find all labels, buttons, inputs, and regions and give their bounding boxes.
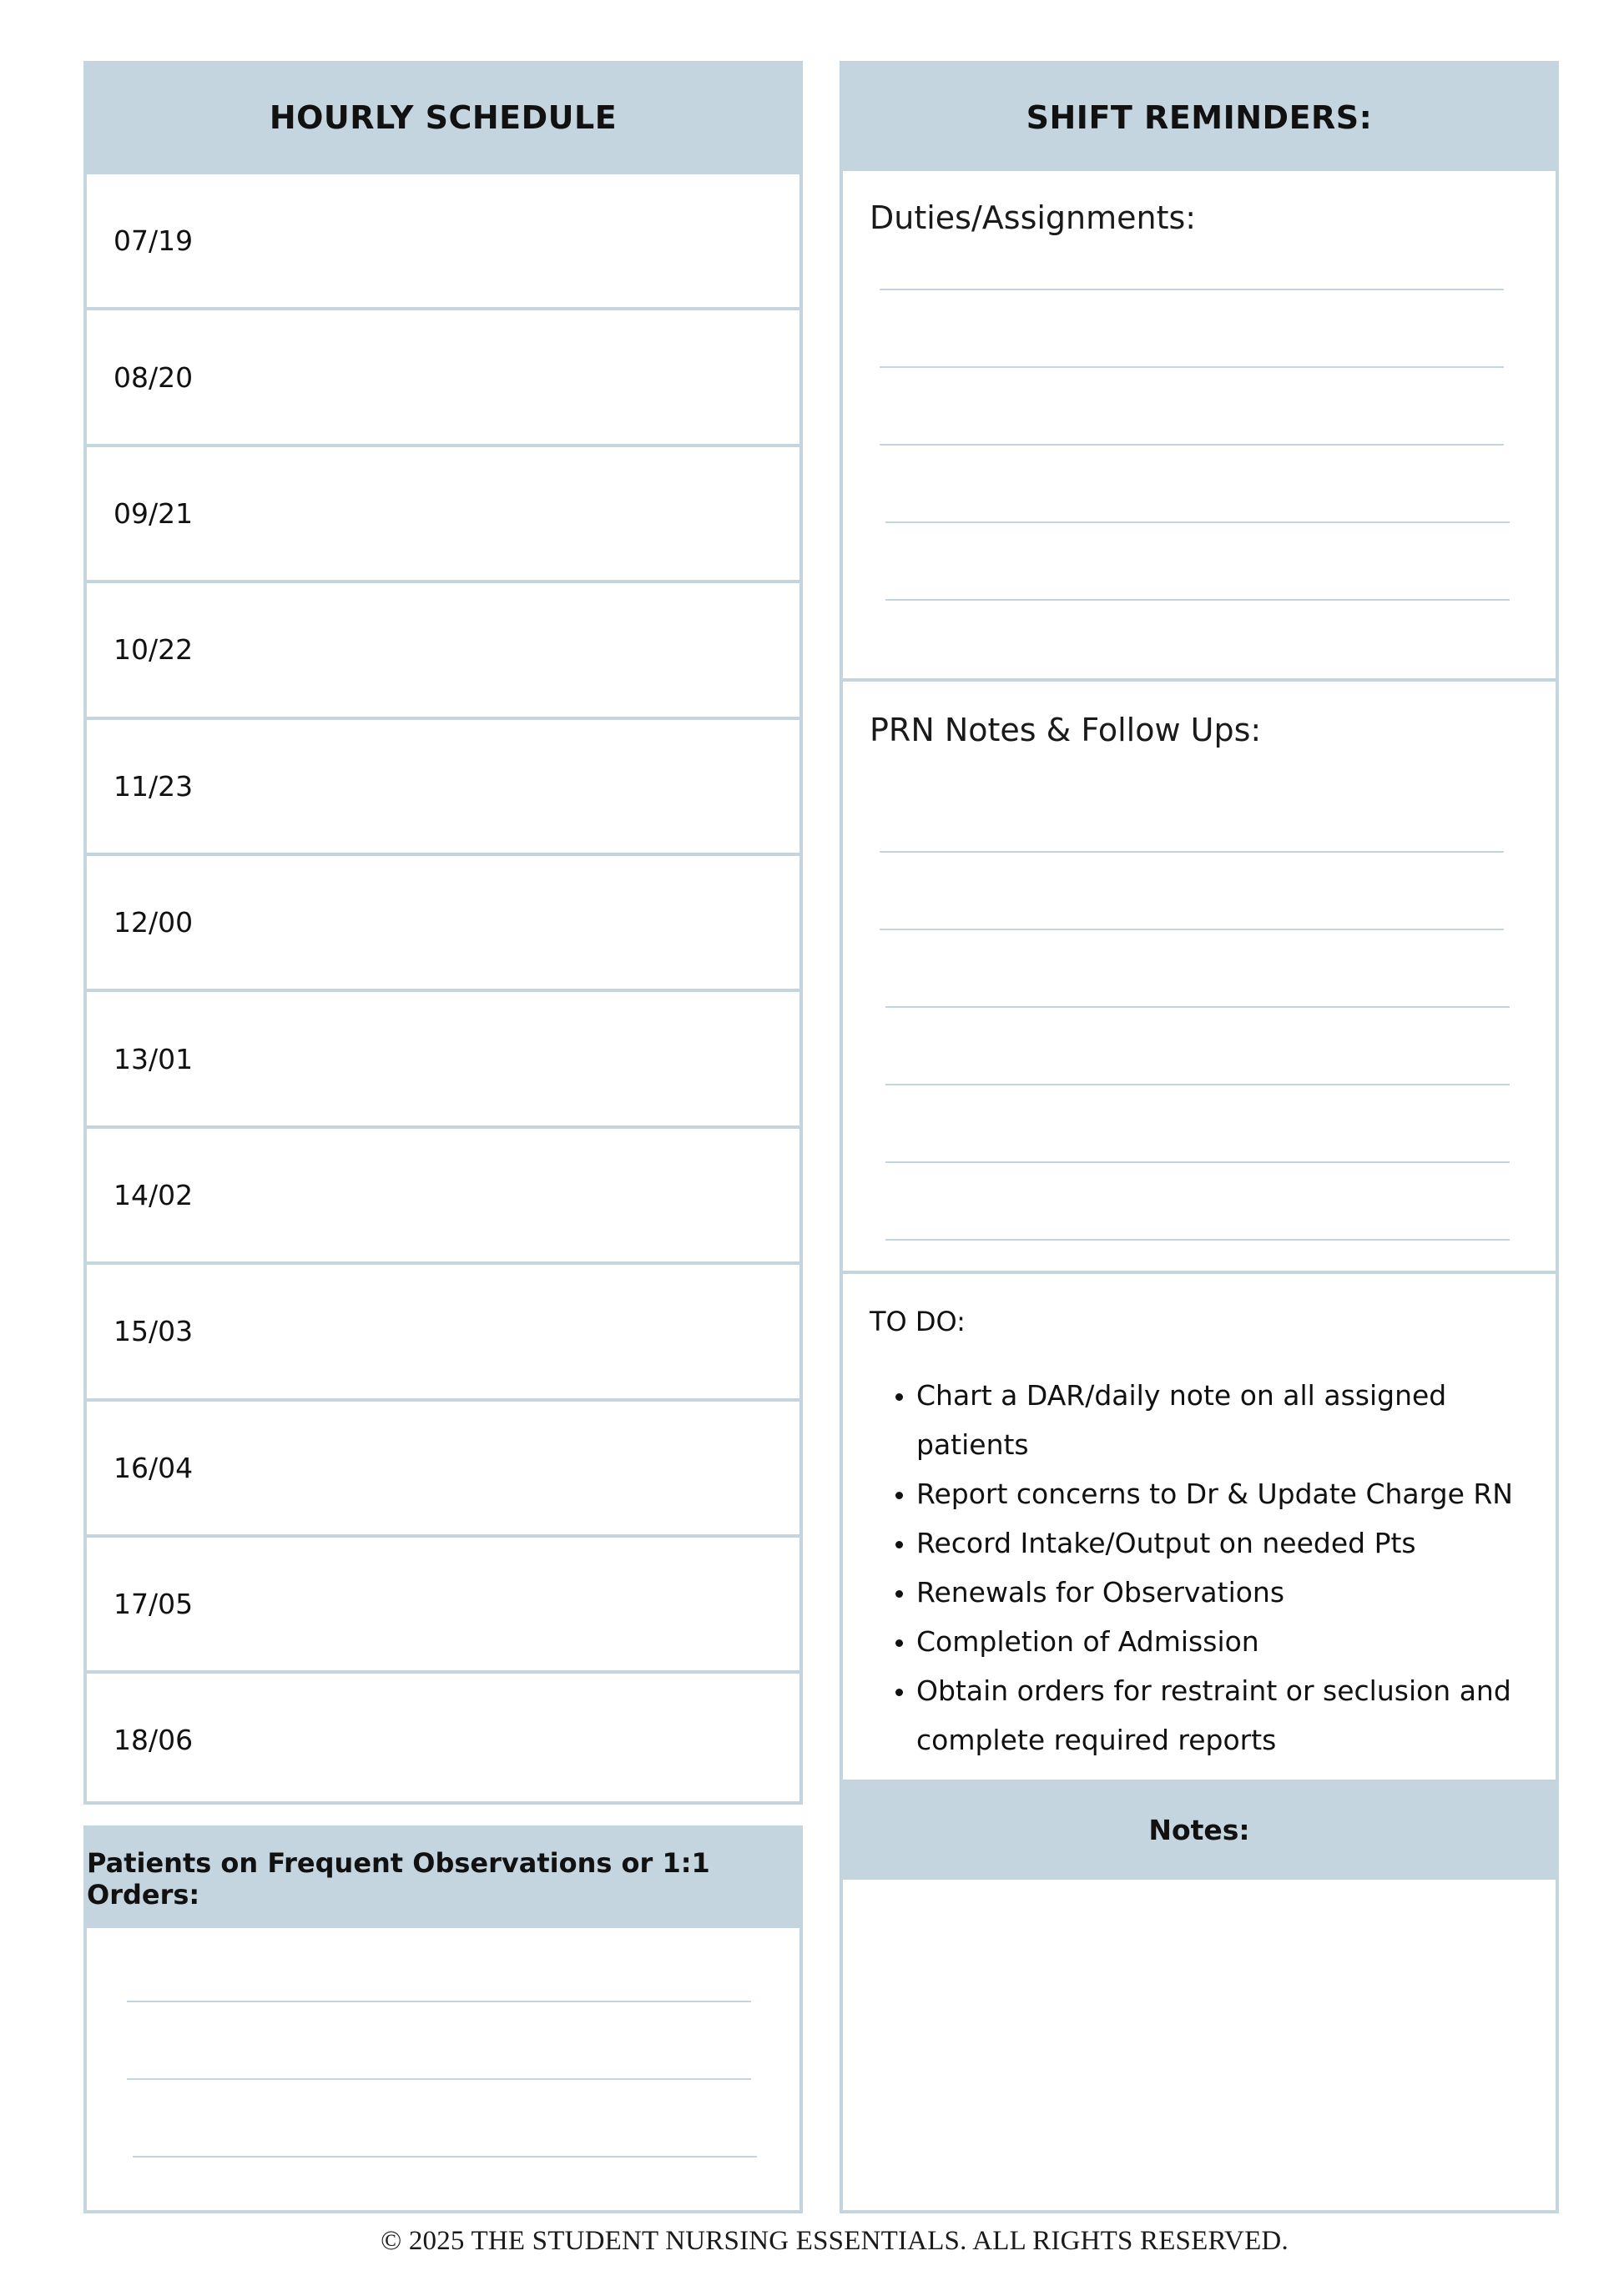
schedule-slot[interactable] <box>87 1670 799 1806</box>
schedule-slot[interactable] <box>87 989 799 1125</box>
todo-item: • Renewals for Observations <box>916 1568 1551 1617</box>
slot-time-label: 11/23 <box>113 769 194 803</box>
writing-line[interactable] <box>885 1239 1510 1241</box>
slot-time-label: 15/03 <box>113 1315 194 1348</box>
slot-time-label: 18/06 <box>113 1724 194 1757</box>
schedule-slot[interactable] <box>87 1125 799 1261</box>
duties-title: Duties/Assignments: <box>870 199 1197 236</box>
writing-line[interactable] <box>127 2001 751 2002</box>
prn-section <box>843 682 1556 1271</box>
writing-line[interactable] <box>133 2156 757 2158</box>
todo-item: • Obtain orders for restraint or seclusion and complete required reports <box>916 1666 1551 1765</box>
slot-time-label: 13/01 <box>113 1042 194 1075</box>
schedule-slot[interactable] <box>87 1534 799 1670</box>
writing-line[interactable] <box>885 1006 1510 1008</box>
schedule-slot[interactable] <box>87 307 799 443</box>
slot-time-label: 09/21 <box>113 496 194 530</box>
writing-line[interactable] <box>880 366 1504 368</box>
todo-item: • Completion of Admission <box>916 1617 1551 1666</box>
writing-line[interactable] <box>880 444 1504 446</box>
prn-title: PRN Notes & Follow Ups: <box>870 712 1262 748</box>
slot-time-label: 17/05 <box>113 1588 194 1621</box>
writing-line[interactable] <box>880 289 1504 290</box>
schedule-slot[interactable] <box>87 717 799 853</box>
schedule-slot[interactable] <box>87 1398 799 1534</box>
schedule-slot[interactable] <box>87 853 799 989</box>
todo-item: • Chart a DAR/daily note on all assigned patients <box>916 1371 1551 1469</box>
hourly-schedule-title: HOURLY SCHEDULE <box>87 64 799 171</box>
patients-observation-panel <box>83 1825 803 2213</box>
notes-area[interactable] <box>843 1880 1556 2197</box>
slot-time-label: 07/19 <box>113 224 194 258</box>
copyright-footer: © 2025 THE STUDENT NURSING ESSENTIALS. ALL RIGHTS RESERVED. <box>381 2226 1289 2256</box>
writing-line[interactable] <box>127 2078 751 2080</box>
slot-time-label: 14/02 <box>113 1178 194 1211</box>
patients-observation-title: Patients on Frequent Observations or 1:1 Orders: <box>87 1829 799 1928</box>
todo-title: TO DO: <box>870 1306 966 1337</box>
schedule-slot[interactable] <box>87 580 799 716</box>
hourly-schedule-panel <box>83 61 803 1805</box>
slot-time-label: 16/04 <box>113 1451 194 1484</box>
writing-line[interactable] <box>885 1161 1510 1163</box>
schedule-slot[interactable] <box>87 171 799 307</box>
writing-line[interactable] <box>885 599 1510 601</box>
shift-reminders-panel <box>840 61 1559 2213</box>
todo-item: • Report concerns to Dr & Update Charge RN <box>916 1469 1551 1518</box>
duties-section <box>843 171 1556 678</box>
writing-line[interactable] <box>880 929 1504 930</box>
shift-reminders-title: SHIFT REMINDERS: <box>843 64 1556 171</box>
schedule-slot[interactable] <box>87 1261 799 1397</box>
schedule-slot[interactable] <box>87 444 799 580</box>
slot-time-label: 12/00 <box>113 906 194 939</box>
todo-item: • Record Intake/Output on needed Pts <box>916 1518 1551 1568</box>
slot-time-label: 08/20 <box>113 360 194 394</box>
notes-title: Notes: <box>843 1780 1556 1880</box>
writing-line[interactable] <box>880 851 1504 853</box>
todo-section <box>843 1274 1556 1780</box>
writing-line[interactable] <box>885 521 1510 523</box>
todo-list <box>870 1371 1551 1765</box>
writing-line[interactable] <box>885 1084 1510 1085</box>
slot-time-label: 10/22 <box>113 633 194 667</box>
